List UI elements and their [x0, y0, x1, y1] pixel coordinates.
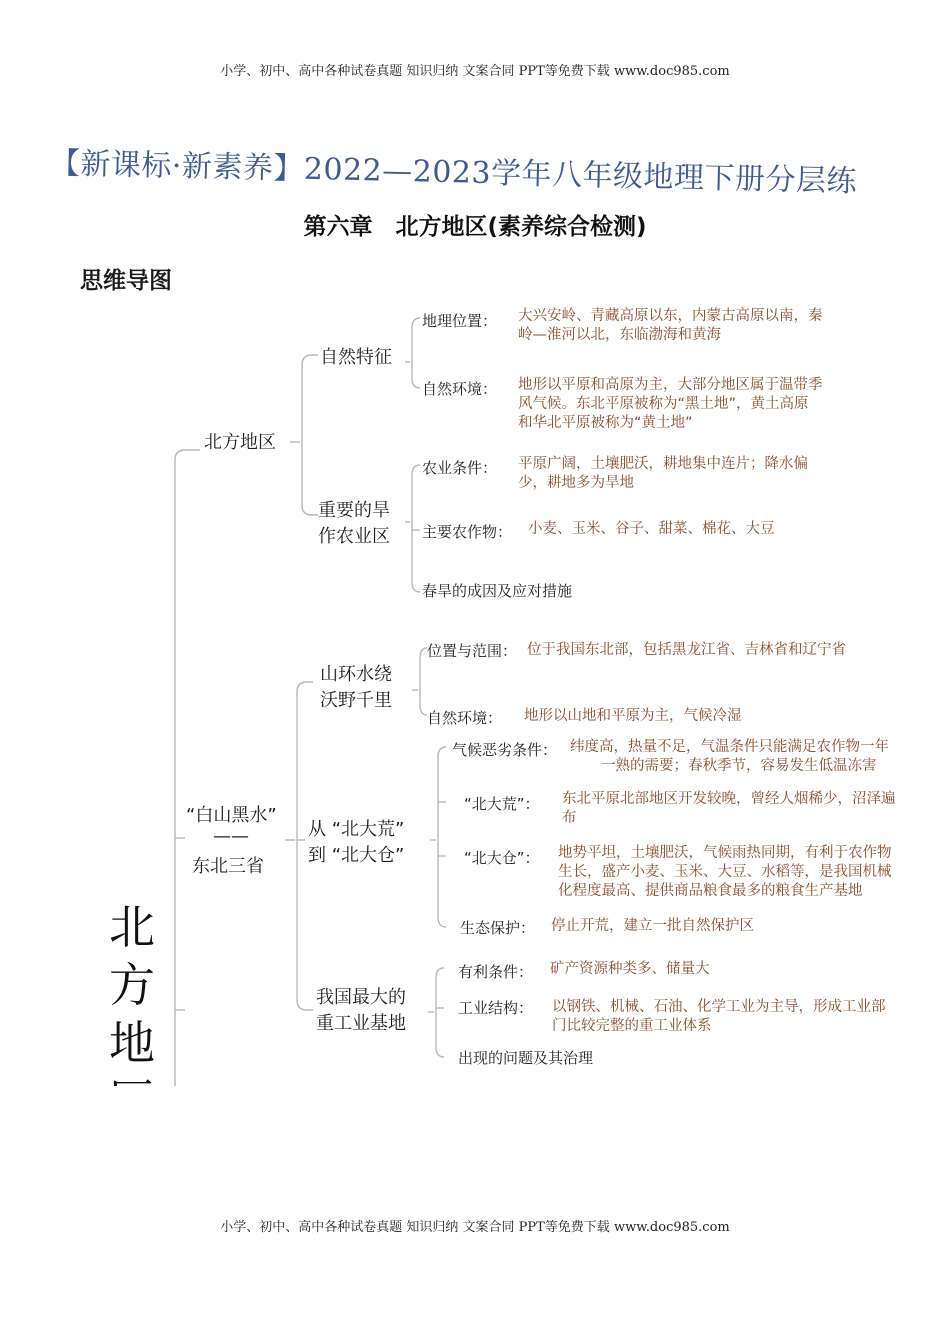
node-heavy-industry-line2: 重工业基地 [316, 1013, 406, 1034]
leaf-location-range: 位置与范围： [427, 642, 518, 660]
content-great-granary-2: 生长，盛产小麦、玉米、大豆、水稻等，是我国机械 [558, 864, 892, 880]
page-footer: 小学、初中、高中各种试卷真题 知识归纳 文案合同 PPT等免费下载 www.doc985.com [220, 1220, 730, 1235]
chapter-title: 第六章 北方地区(素养综合检测) [303, 214, 647, 240]
node-dry-farming-line1: 重要的旱 [318, 500, 390, 521]
section-heading: 思维导图 [80, 268, 172, 294]
node-natural-features: 自然特征 [320, 347, 392, 368]
node-mountains-rivers-line2: 沃野千里 [320, 690, 392, 711]
leaf-main-crops: 主要农作物： [422, 523, 513, 541]
leaf-ne-natural-env: 自然环境： [427, 709, 503, 727]
leaf-natural-env: 自然环境： [422, 380, 498, 398]
content-geo-location: 大兴安岭、青藏高原以东，内蒙古高原以南，秦岭—淮河以北，东临渤海和黄海 [518, 308, 823, 343]
node-dry-farming [318, 498, 390, 550]
content-natural-env: 地形以平原和高原为主，大部分地区属于温带季风气候。东北平原被称为“黑土地”，黄土高原和华北平原被称为“黄土地” [518, 377, 823, 431]
content-agri-conditions: 平原广阔，土壤肥沃，耕地集中连片；降水偏少，耕地多为旱地 [518, 456, 808, 491]
root-node-char: 方 [109, 958, 155, 1012]
branch-north-region: 北方地区 [204, 432, 276, 453]
content-harsh-climate-1: 纬度高，热量不足，气温条件只能满足农作物一年 [570, 739, 889, 755]
leaf-harsh-climate: 气候恶劣条件： [452, 741, 558, 759]
branch-northeast-label: “白山黑水” [186, 805, 277, 826]
leaf-spring-drought: 春旱的成因及应对措施 [422, 582, 573, 600]
content-great-granary-3: 化程度最高、提供商品粮食最多的粮食生产基地 [558, 883, 863, 899]
root-node-char: 北 [109, 900, 155, 954]
leaf-eco-protection: 生态保护： [460, 919, 536, 937]
content-favorable-conditions: 矿产资源种类多、储量大 [550, 961, 710, 977]
node-dry-farming-line2: 作农业区 [318, 526, 390, 547]
node-heavy-industry-line1: 我国最大的 [316, 987, 406, 1008]
node-mountains-rivers [320, 662, 392, 714]
branch-northeast-dash: —— [213, 826, 249, 847]
document-title: 【新课标·新素养】2022—2023学年八年级地理下册分层练 [49, 146, 858, 200]
content-location-range: 位于我国东北部，包括黑龙江省、吉林省和辽宁省 [527, 642, 846, 658]
node-wasteland-line1: 从 “北大荒” [308, 819, 405, 840]
leaf-great-granary: “北大仓”： [464, 849, 540, 867]
node-heavy-industry [316, 985, 406, 1037]
content-ne-natural-env: 地形以山地和平原为主，气候冷湿 [524, 708, 742, 724]
node-mountains-rivers-line1: 山环水绕 [320, 664, 392, 685]
leaf-great-wasteland: “北大荒”： [464, 795, 540, 813]
leaf-favorable-conditions: 有利条件： [458, 963, 534, 981]
content-great-granary-1: 地势平坦，土壤肥沃，气候雨热同期，有利于农作物 [558, 845, 892, 861]
content-harsh-climate-2: 一熟的需要；春秋季节，容易发生低温冻害 [601, 758, 877, 774]
node-wasteland-to-granary [308, 817, 404, 869]
node-wasteland-line2: 到 “北大仓” [308, 845, 405, 866]
page-header: 小学、初中、高中各种试卷真题 知识归纳 文案合同 PPT等免费下载 www.doc985.com [220, 64, 730, 79]
content-main-crops: 小麦、玉米、谷子、甜菜、棉花、大豆 [528, 521, 775, 537]
content-eco-protection: 停止开荒，建立一批自然保护区 [551, 918, 754, 934]
leaf-problems-governance: 出现的问题及其治理 [458, 1049, 594, 1067]
root-node-char: 地 [109, 1016, 155, 1070]
content-great-wasteland: 东北平原北部地区开发较晚，曾经人烟稀少，沼泽遍布 [562, 791, 896, 826]
branch-northeast-provinces: 东北三省 [192, 856, 264, 877]
leaf-agri-conditions: 农业条件： [422, 459, 498, 477]
leaf-geo-location: 地理位置： [422, 312, 498, 330]
leaf-industry-structure: 工业结构： [458, 999, 534, 1017]
content-industry-structure: 以钢铁、机械、石油、化学工业为主导，形成工业部门比较完整的重工业体系 [552, 999, 886, 1034]
image-crop-edge [90, 1086, 290, 1126]
